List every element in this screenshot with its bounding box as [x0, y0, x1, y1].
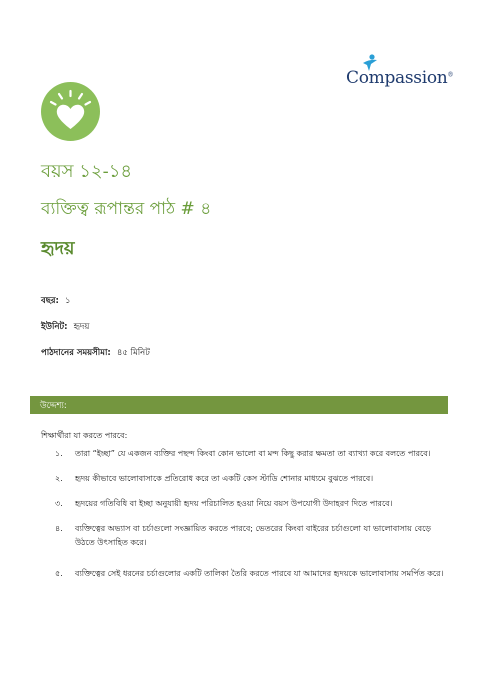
heart-logo-icon [41, 82, 100, 141]
brand-name: Compassion® [346, 68, 454, 88]
meta-unit: ইউনিট: হৃদয় [41, 322, 90, 332]
age-range: বয়স ১২-১৪ [41, 161, 133, 182]
objectives-header: উদ্দেশ্য: [40, 401, 67, 411]
meta-duration: পাঠদানের সময়সীমা: ৪৫ মিনিট [41, 348, 150, 358]
objectives-header-bar [30, 396, 448, 414]
meta-year: বছর: ১ [41, 296, 71, 306]
compassion-logo [346, 54, 454, 94]
lesson-title: ব্যক্তিত্ব রূপান্তর পাঠ # ৪ [41, 199, 212, 219]
page-title: হৃদয় [41, 238, 75, 259]
objectives-intro: শিক্ষার্থীরা যা করতে পারবে: [41, 431, 128, 440]
